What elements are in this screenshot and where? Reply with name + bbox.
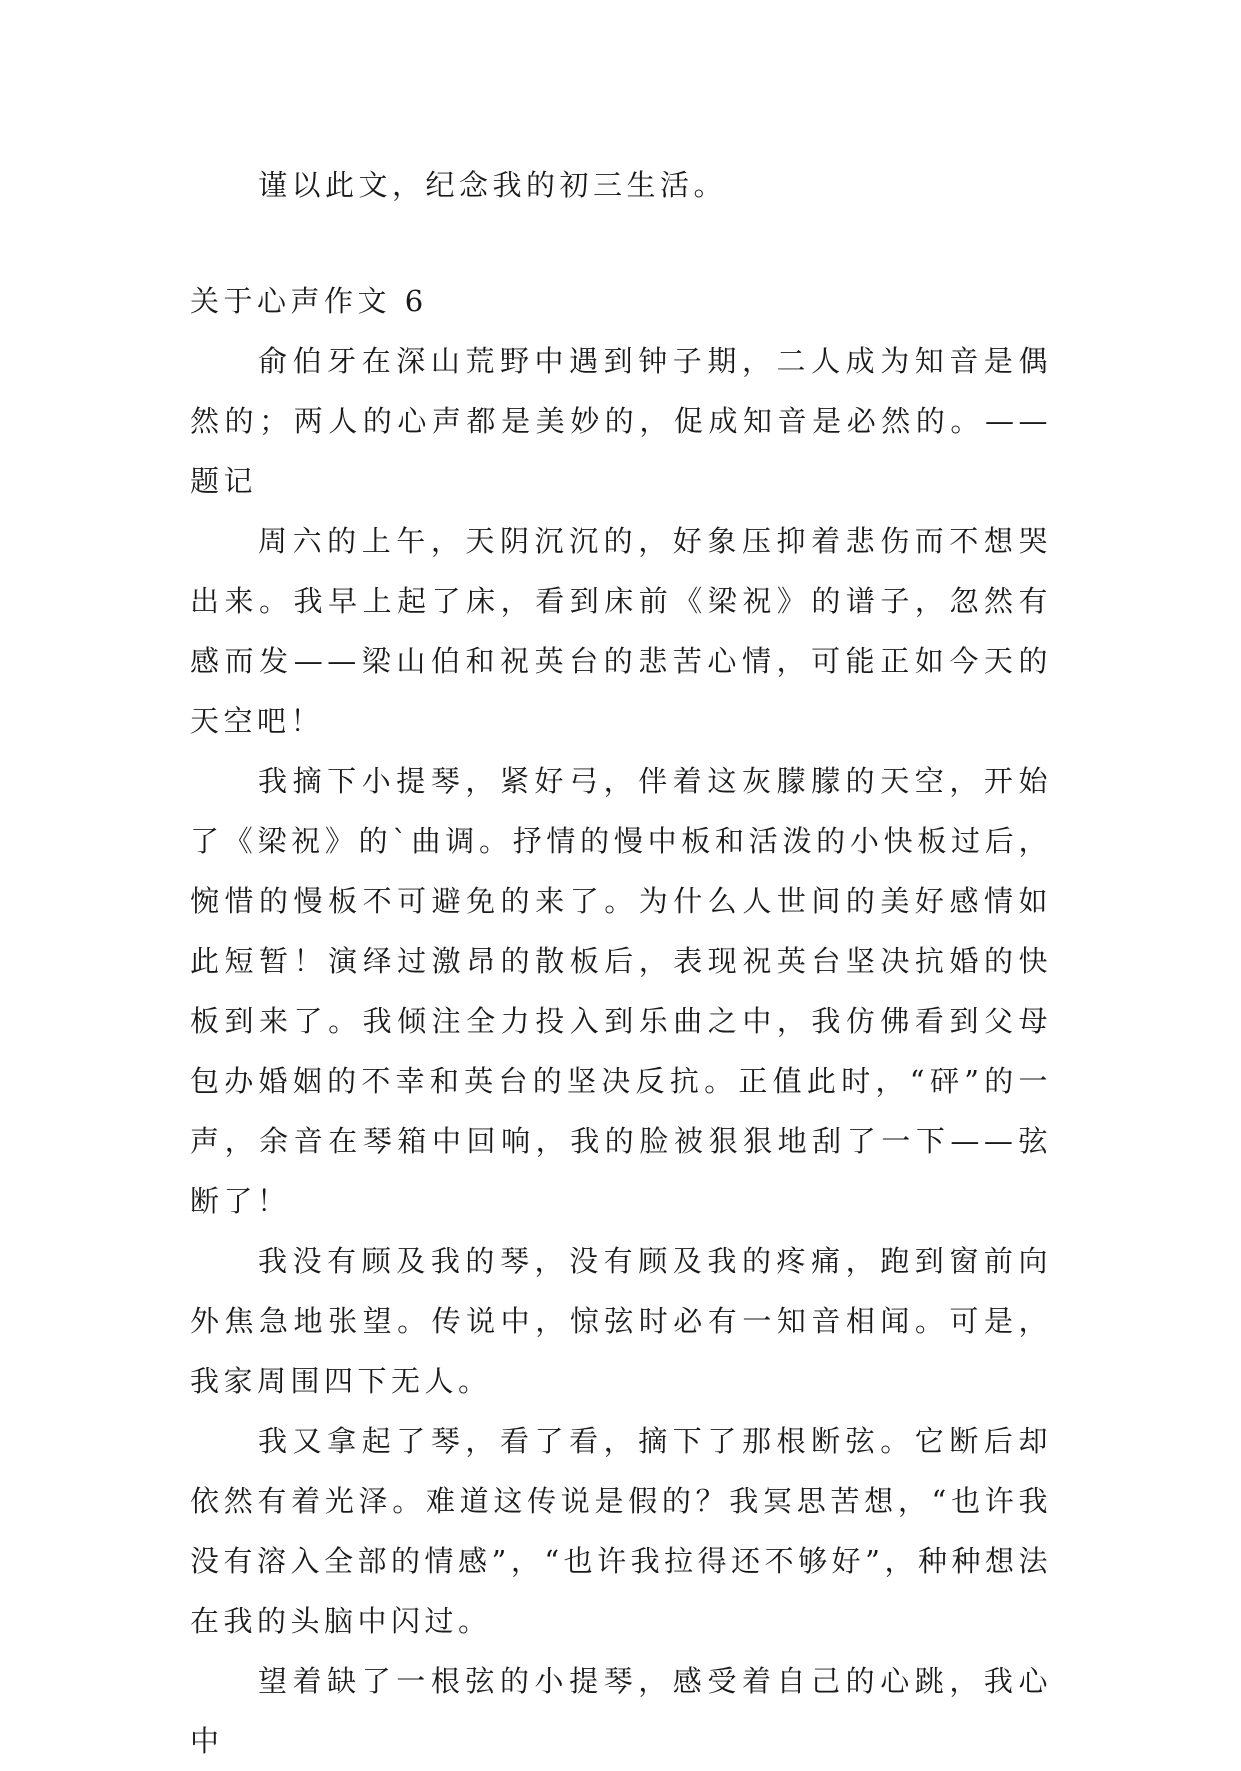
body-paragraph-4: 我又拿起了琴，看了看，摘下了那根断弦。它断后却依然有着光泽。难道这传说是假的？我冥思苦想，“也许我没有溶入全部的情感”，“也许我拉得还不够好”，种种想法在我的头脑中闪过。 (190, 1424, 1052, 1638)
epigraph-paragraph: 俞伯牙在深山荒野中遇到钟子期，二人成为知音是偶然的；两人的心声都是美妙的，促成知音是必然的。——题记 (190, 344, 1052, 498)
body-paragraph-3: 我没有顾及我的琴，没有顾及我的疼痛，跑到窗前向外焦急地张望。传说中，惊弦时必有一知音相闻。可是，我家周围四下无人。 (190, 1244, 1052, 1398)
body-paragraph-2: 我摘下小提琴，紧好弓，伴着这灰朦朦的天空，开始了《梁祝》的`曲调。抒情的慢中板和活泼的小快板过后，惋惜的慢板不可避免的来了。为什么人世间的美好感情如此短暂！演绎过激昂的散板后，表现祝英台坚决抗婚的快板到来了。我倾注全力投入到乐曲之中，我仿佛看到父母包办婚姻的不幸和英台的坚决反抗。正值此时，“砰”的一声，余音在琴箱中回响，我的脸被狠狠地刮了一下——弦断了！ (190, 764, 1052, 1218)
body-paragraph-5: 望着缺了一根弦的小提琴，感受着自己的心跳，我心中 (190, 1664, 1052, 1758)
closing-line: 谨以此文，纪念我的初三生活。 (258, 168, 728, 202)
section-title: 关于心声作文 6 (190, 284, 428, 318)
body-paragraph-1: 周六的上午，天阴沉沉的，好象压抑着悲伤而不想哭出来。我早上起了床，看到床前《梁祝》的谱子，忽然有感而发——梁山伯和祝英台的悲苦心情，可能正如今天的天空吧！ (190, 524, 1052, 738)
document-body (190, 155, 1052, 1771)
